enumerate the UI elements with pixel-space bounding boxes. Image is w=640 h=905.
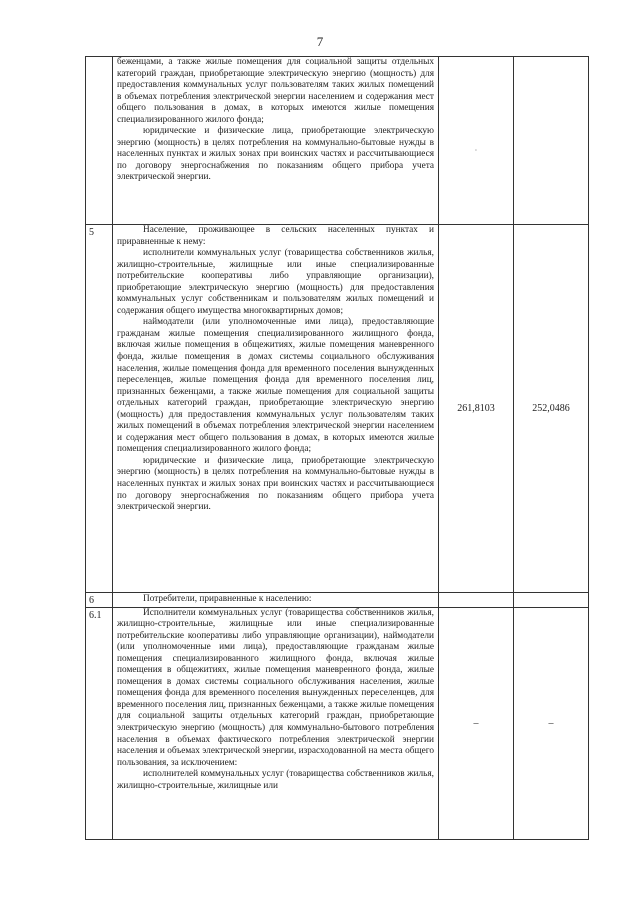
table-row — [86, 57, 589, 225]
paragraph: Исполнители коммунальных услуг (товарищества собственников жилья, жилищно-строительные, жилищные или иные специализированные потребительские кооперативы либо управляющие организации), наймодатели (или уполномоченные ими лица), предоставляющие гражданам жилые помещения специализированного жилищного фонда, включая жилые помещения в общежитиях, жилые помещения маневренного фонда, жилые помещения в домах системы социального обслуживания населения, жилые помещения фонда для временного поселения вынужденных переселенцев, для временного поселения лиц, признанных беженцами, а также жилые помещения для социальной защиты отдельных категорий граждан, приобретающие электрическую энергию (мощность) для коммунально-бытового потребления населения в объемах фактического потребления электрической энергии населения и объемах электрической энергии, израсходованной на места общего пользования, за исключением: — [117, 607, 434, 768]
row-number — [86, 57, 113, 225]
tariff-table — [85, 56, 589, 840]
paragraph: юридические и физические лица, приобретающие электрическую энергию (мощность) в целях потребления на коммунально-бытовые нужды в населенных пунктах и жилых зонах при воинских частях и рассчитывающиеся по договору энергоснабжения по показаниям общего прибора учета электрической энергии. — [117, 126, 434, 183]
table-row — [86, 225, 589, 593]
row-description — [113, 225, 439, 593]
paragraph: исполнителей коммунальных услуг (товарищества собственников жилья, жилищно-строительные, жилищные или — [117, 769, 434, 791]
paragraph: юридические и физические лица, приобретающие электрическую энергию (мощность) в целях потребления на коммунально-бытовые нужды в населенных пунктах и жилых зонах при воинских частях и рассчитывающиеся по договору энергоснабжения по показаниям общего прибора учета электрической энергии. — [117, 455, 434, 513]
value-1: · — [439, 57, 514, 225]
tariff-value-2: – — [514, 607, 589, 839]
page-number: 7 — [316, 34, 324, 49]
paragraph: наймодатели (или уполномоченные ими лица), предоставляющие гражданам жилые помещения специализированного жилищного фонда, включая жилые помещения в общежитиях, жилые помещения маневренного фонда, жилые помещения в домах системы социального обслуживания населения, жилые помещения фонда для временного поселения вынужденных переселенцев, жилые помещения фонда для временного поселения лиц, признанных беженцами, а также жилые помещения для социальной защиты отдельных категорий граждан, приобретающие электрическую энергию (мощность) для предоставления коммунальных услуг пользователям таких жилых помещений в объемах потребления электрической энергии населением и содержания мест общего пользования в домах, в которых имеются жилые помещения специализированного жилого фонда; — [117, 317, 434, 455]
paragraph: беженцами, а также жилые помещения для социальной защиты отдельных категорий граждан, приобретающие электрическую энергию (мощность) для предоставления коммунальных услуг пользователям таких жилых помещений в объемах потребления электрической энергии населением и содержания мест общего пользования в домах, в которых имеются жилые помещения специализированного жилого фонда; — [117, 57, 434, 125]
paragraph: Потребители, приравненные к населению: — [143, 594, 312, 604]
paragraph: исполнители коммунальных услуг (товарищества собственников жилья, жилищно-строительные, жилищные или иные специализированные потребительские кооперативы либо управляющие организации), приобретающие электрическую энергию (мощность) для предоставления коммунальных услуг собственникам и пользователям жилых помещений и содержания общего имущества многоквартирных домов; — [117, 248, 434, 316]
row-number: 5 — [86, 225, 113, 593]
row-description — [113, 593, 439, 608]
row-description — [113, 607, 439, 839]
row-number: 6 — [86, 593, 113, 608]
table-row — [86, 593, 589, 608]
value-2 — [514, 593, 589, 608]
row-number: 6.1 — [86, 607, 113, 839]
tariff-value-2: 252,0486 — [514, 225, 589, 593]
tariff-value-1: 261,8103 — [439, 225, 514, 593]
table-row — [86, 607, 589, 839]
value-1 — [439, 593, 514, 608]
row-description — [113, 57, 439, 225]
tariff-value-1: – — [439, 607, 514, 839]
value-2 — [514, 57, 589, 225]
paragraph: Население, проживающее в сельских населенных пунктах и приравненные к нему: — [117, 225, 434, 247]
